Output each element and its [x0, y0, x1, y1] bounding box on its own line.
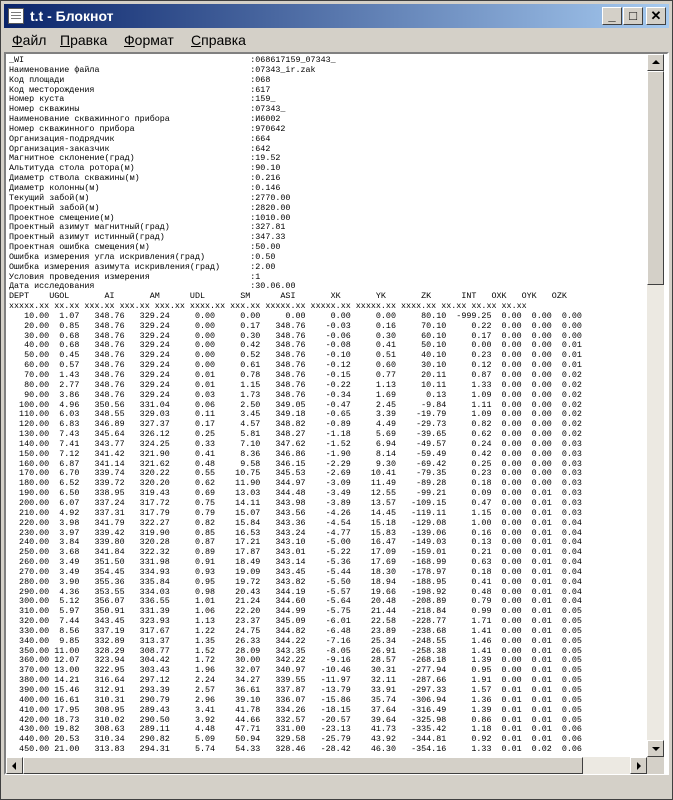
vertical-scroll-thumb[interactable]: [647, 71, 664, 285]
scroll-left-button[interactable]: [6, 757, 23, 774]
window-title: t.t - Блокнот: [30, 8, 114, 24]
arrow-up-icon: [652, 60, 660, 64]
menu-format[interactable]: Формат: [124, 32, 174, 48]
close-icon: ✕: [650, 8, 662, 23]
horizontal-scrollbar[interactable]: [6, 757, 647, 774]
arrow-left-icon: [12, 762, 16, 770]
window-bottom-frame: [4, 775, 669, 797]
maximize-icon: □: [629, 8, 637, 23]
title-bar[interactable]: [4, 4, 669, 28]
scroll-down-button[interactable]: [647, 740, 664, 757]
minimize-button[interactable]: [602, 7, 622, 25]
minimize-icon: _: [608, 8, 616, 23]
scroll-up-button[interactable]: [647, 54, 664, 71]
menu-bar: [4, 29, 669, 51]
arrow-right-icon: [637, 762, 641, 770]
document-text[interactable]: _WI :068617159_07343_ Наименование файла :07343_ir.zak Код площади :068 Код месторождения :617 Номер куста :159_ Номер скважины :07343_ Наименование скважинного прибора :И6002 Номер скважинного прибора :970642 Организация-подрядчик :664 Организация-заказчик :642 Магнитное склонение(град) :19.52 Альтитуда стола ротора(м) :90.10 Диаметр ствола скважины(м) :0.216 Диаметр колонны(м) :0.146 Текущий забой(м) :2770.00 Проектный забой(м) :2820.00 Проектное смещение(м) :1010.00 Проектный азимут магнитный(град) :327.81 Проектный азимут истинный(град) :347.33 Проектная ошибка смещения(м) :50.00 Ошибка измерения угла искривления(град) :0.50 Ошибка измерения азимута искривления(град) :2.00 Условия проведения измерения :1 Дата исследования :30.06.00 DEPT UGOL AI AM UDL SM ASI XK YK ZK INT OXK OYK OZK xxxxx.xx xx.xx xxx.xx xxx.xx xxx.xx xxxx.xx xxx.xx xxxxx.xx xxxxx.xx xxxxx.xx xxxx.xx xx.xx xx.xx xx.xx 10.00 1.07 348.76 329.24 0.00 0.00 0.00 0.00 0.00 80.10 -999.25 0.00 0.00 0.00 20.00 0.85 348.76 329.24 0.00 0.17 348.76 -0.03 0.16 70.10 0.22 0.00 0.00 0.00 30.00 0.68 348.76 329.24 0.00 0.30 348.76 -0.06 0.30 60.10 0.17 0.00 0.00 0.00 40.00 0.68 348.76 329.24 0.00 0.42 348.76 -0.08 0.41 50.10 0.00 0.00 0.00 0.01 50.00 0.45 348.76 329.24 0.00 0.52 348.76 -0.10 0.51 40.10 0.23 0.00 0.00 0.01 60.00 0.57 348.76 329.24 0.00 0.61 348.76 -0.12 0.60 30.10 0.12 0.00 0.00 0.01 70.00 1.43 348.76 329.24 0.01 0.78 348.76 -0.15 0.77 20.11 0.87 0.00 0.00 0.02 80.00 2.77 348.76 329.24 0.01 1.15 348.76 -0.22 1.13 10.11 1.33 0.00 0.00 0.02 90.00 3.86 348.76 329.24 0.03 1.73 348.76 -0.34 1.69 0.13 1.09 0.00 0.00 0.02 100.00 4.96 350.56 331.04 0.06 2.50 349.05 -0.47 2.45 -9.84 1.11 0.00 0.00 0.02 110.00 6.03 348.55 329.03 0.11 3.45 349.18 -0.65 3.39 -19.79 1.09 0.00 0.00 0.02 120.00 6.83 346.89 327.37 0.17 4.57 348.82 -0.89 4.49 -29.73 0.82 0.00 0.00 0.02 130.00 7.43 345.64 326.12 0.25 5.81 348.27 -1.18 5.69 -39.65 0.62 0.00 0.00 0.02 140.00 7.41 343.77 324.25 0.33 7.10 347.62 -1.52 6.94 -49.57 0.24 0.00 0.00 0.03 150.00 7.12 341.42 321.90 0.41 8.36 346.86 -1.90 8.14 -59.49 0.42 0.00 0.00 0.03 160.00 6.87 341.14 321.62 0.48 9.58 346.15 -2.29 9.30 -69.42 0.25 0.00 0.00 0.03 170.00 6.70 339.74 320.22 0.55 10.75 345.53 -2.69 10.41 -79.35 0.23 0.00 0.00 0.03 180.00 6.52 339.72 320.20 0.62 11.90 344.97 -3.09 11.49 -89.28 0.18 0.00 0.00 0.03 190.00 6.50 338.95 319.43 0.69 13.03 344.48 -3.49 12.55 -99.21 0.09 0.00 0.01 0.03 200.00 6.07 337.24 317.72 0.75 14.11 343.98 -3.89 13.57 -109.15 0.47 0.00 0.01 0.03 210.00 4.92 337.31 317.79 0.79 15.07 343.56 -4.26 14.45 -119.11 1.15 0.00 0.01 0.03 220.00 3.98 341.79 322.27 0.82 15.84 343.36 -4.54 15.18 -129.08 1.00 0.00 0.01 0.04 230.00 3.97 339.42 319.90 0.85 16.53 343.24 -4.77 15.83 -139.06 0.16 0.00 0.01 0.04 240.00 3.84 339.80 320.28 0.87 17.21 343.10 -5.00 16.47 -149.03 0.13 0.00 0.01 0.04 250.00 3.68 341.84 322.32 0.89 17.87 343.01 -5.22 17.09 -159.01 0.21 0.00 0.01 0.04 260.00 3.49 351.50 331.98 0.91 18.49 343.14 -5.36 17.69 -168.99 0.63 0.00 0.01 0.04 270.00 3.49 354.45 334.93 0.93 19.09 343.45 -5.44 18.30 -178.97 0.18 0.00 0.01 0.04 280.00 3.90 355.36 335.84 0.95 19.72 343.82 -5.50 18.94 -188.95 0.41 0.00 0.01 0.04 290.00 4.36 353.55 334.03 0.98 20.43 344.19 -5.57 19.66 -198.92 0.48 0.00 0.01 0.04 300.00 5.12 356.07 336.55 1.01 21.24 344.60 -5.64 20.48 -208.89 0.79 0.00 0.01 0.04 310.00 5.97 350.91 331.39 1.06 22.20 344.99 -5.75 21.44 -218.84 0.99 0.00 0.01 0.05 320.00 7.44 343.45 323.93 1.13 23.37 345.09 -6.01 22.58 -228.77 1.71 0.00 0.01 0.05 330.00 8.56 337.19 317.67 1.22 24.75 344.82 -6.48 23.89 -238.68 1.41 0.00 0.01 0.05 340.00 9.85 332.89 313.37 1.35 26.33 344.22 -7.16 25.34 -248.55 1.46 0.00 0.01 0.05 350.00 11.00 328.29 308.77 1.52 28.09 343.35 -8.05 26.91 -258.38 1.41 0.00 0.01 0.05 360.00 12.07 323.94 304.42 1.72 30.00 342.22 -9.16 28.57 -268.18 1.39 0.00 0.01 0.05 370.00 13.00 322.95 303.43 1.96 32.07 340.97 -10.46 30.31 -277.94 0.95 0.00 0.01 0.05 380.00 14.21 316.64 297.12 2.24 34.27 339.55 -11.97 32.11 -287.66 1.91 0.00 0.01 0.05 390.00 15.46 312.91 293.39 2.57 36.61 337.87 -13.79 33.91 -297.33 1.57 0.01 0.01 0.05 400.00 16.61 310.31 290.79 2.96 39.10 336.07 -15.86 35.74 -306.94 1.36 0.01 0.01 0.05 410.00 17.95 308.95 289.43 3.41 41.78 334.26 -18.15 37.64 -316.49 1.39 0.01 0.01 0.05 420.00 18.73 310.02 290.50 3.92 44.66 332.57 -20.57 39.64 -325.98 0.86 0.01 0.01 0.05 430.00 19.82 308.63 289.11 4.48 47.71 331.00 -23.13 41.73 -335.42 1.18 0.01 0.01 0.06 440.00 20.53 310.34 290.82 5.09 50.94 329.58 -25.79 43.92 -344.81 0.92 0.01 0.01 0.06 450.00 21.00 313.83 294.31 5.74 54.33 328.46 -28.42 46.30 -354.16 1.33 0.01 0.02 0.06: [9, 56, 582, 755]
menu-help[interactable]: Справка: [191, 32, 246, 48]
scrollbar-corner: [647, 757, 664, 774]
notepad-app-icon[interactable]: [8, 8, 24, 24]
close-button[interactable]: [646, 7, 666, 25]
menu-file[interactable]: Файл: [12, 32, 47, 48]
horizontal-scroll-thumb[interactable]: [23, 757, 583, 774]
arrow-down-icon: [652, 747, 660, 751]
menu-edit[interactable]: Правка: [60, 32, 108, 48]
maximize-button[interactable]: [623, 7, 643, 25]
vertical-scrollbar[interactable]: [647, 54, 664, 757]
scroll-right-button[interactable]: [630, 757, 647, 774]
text-editor[interactable]: [4, 52, 669, 775]
